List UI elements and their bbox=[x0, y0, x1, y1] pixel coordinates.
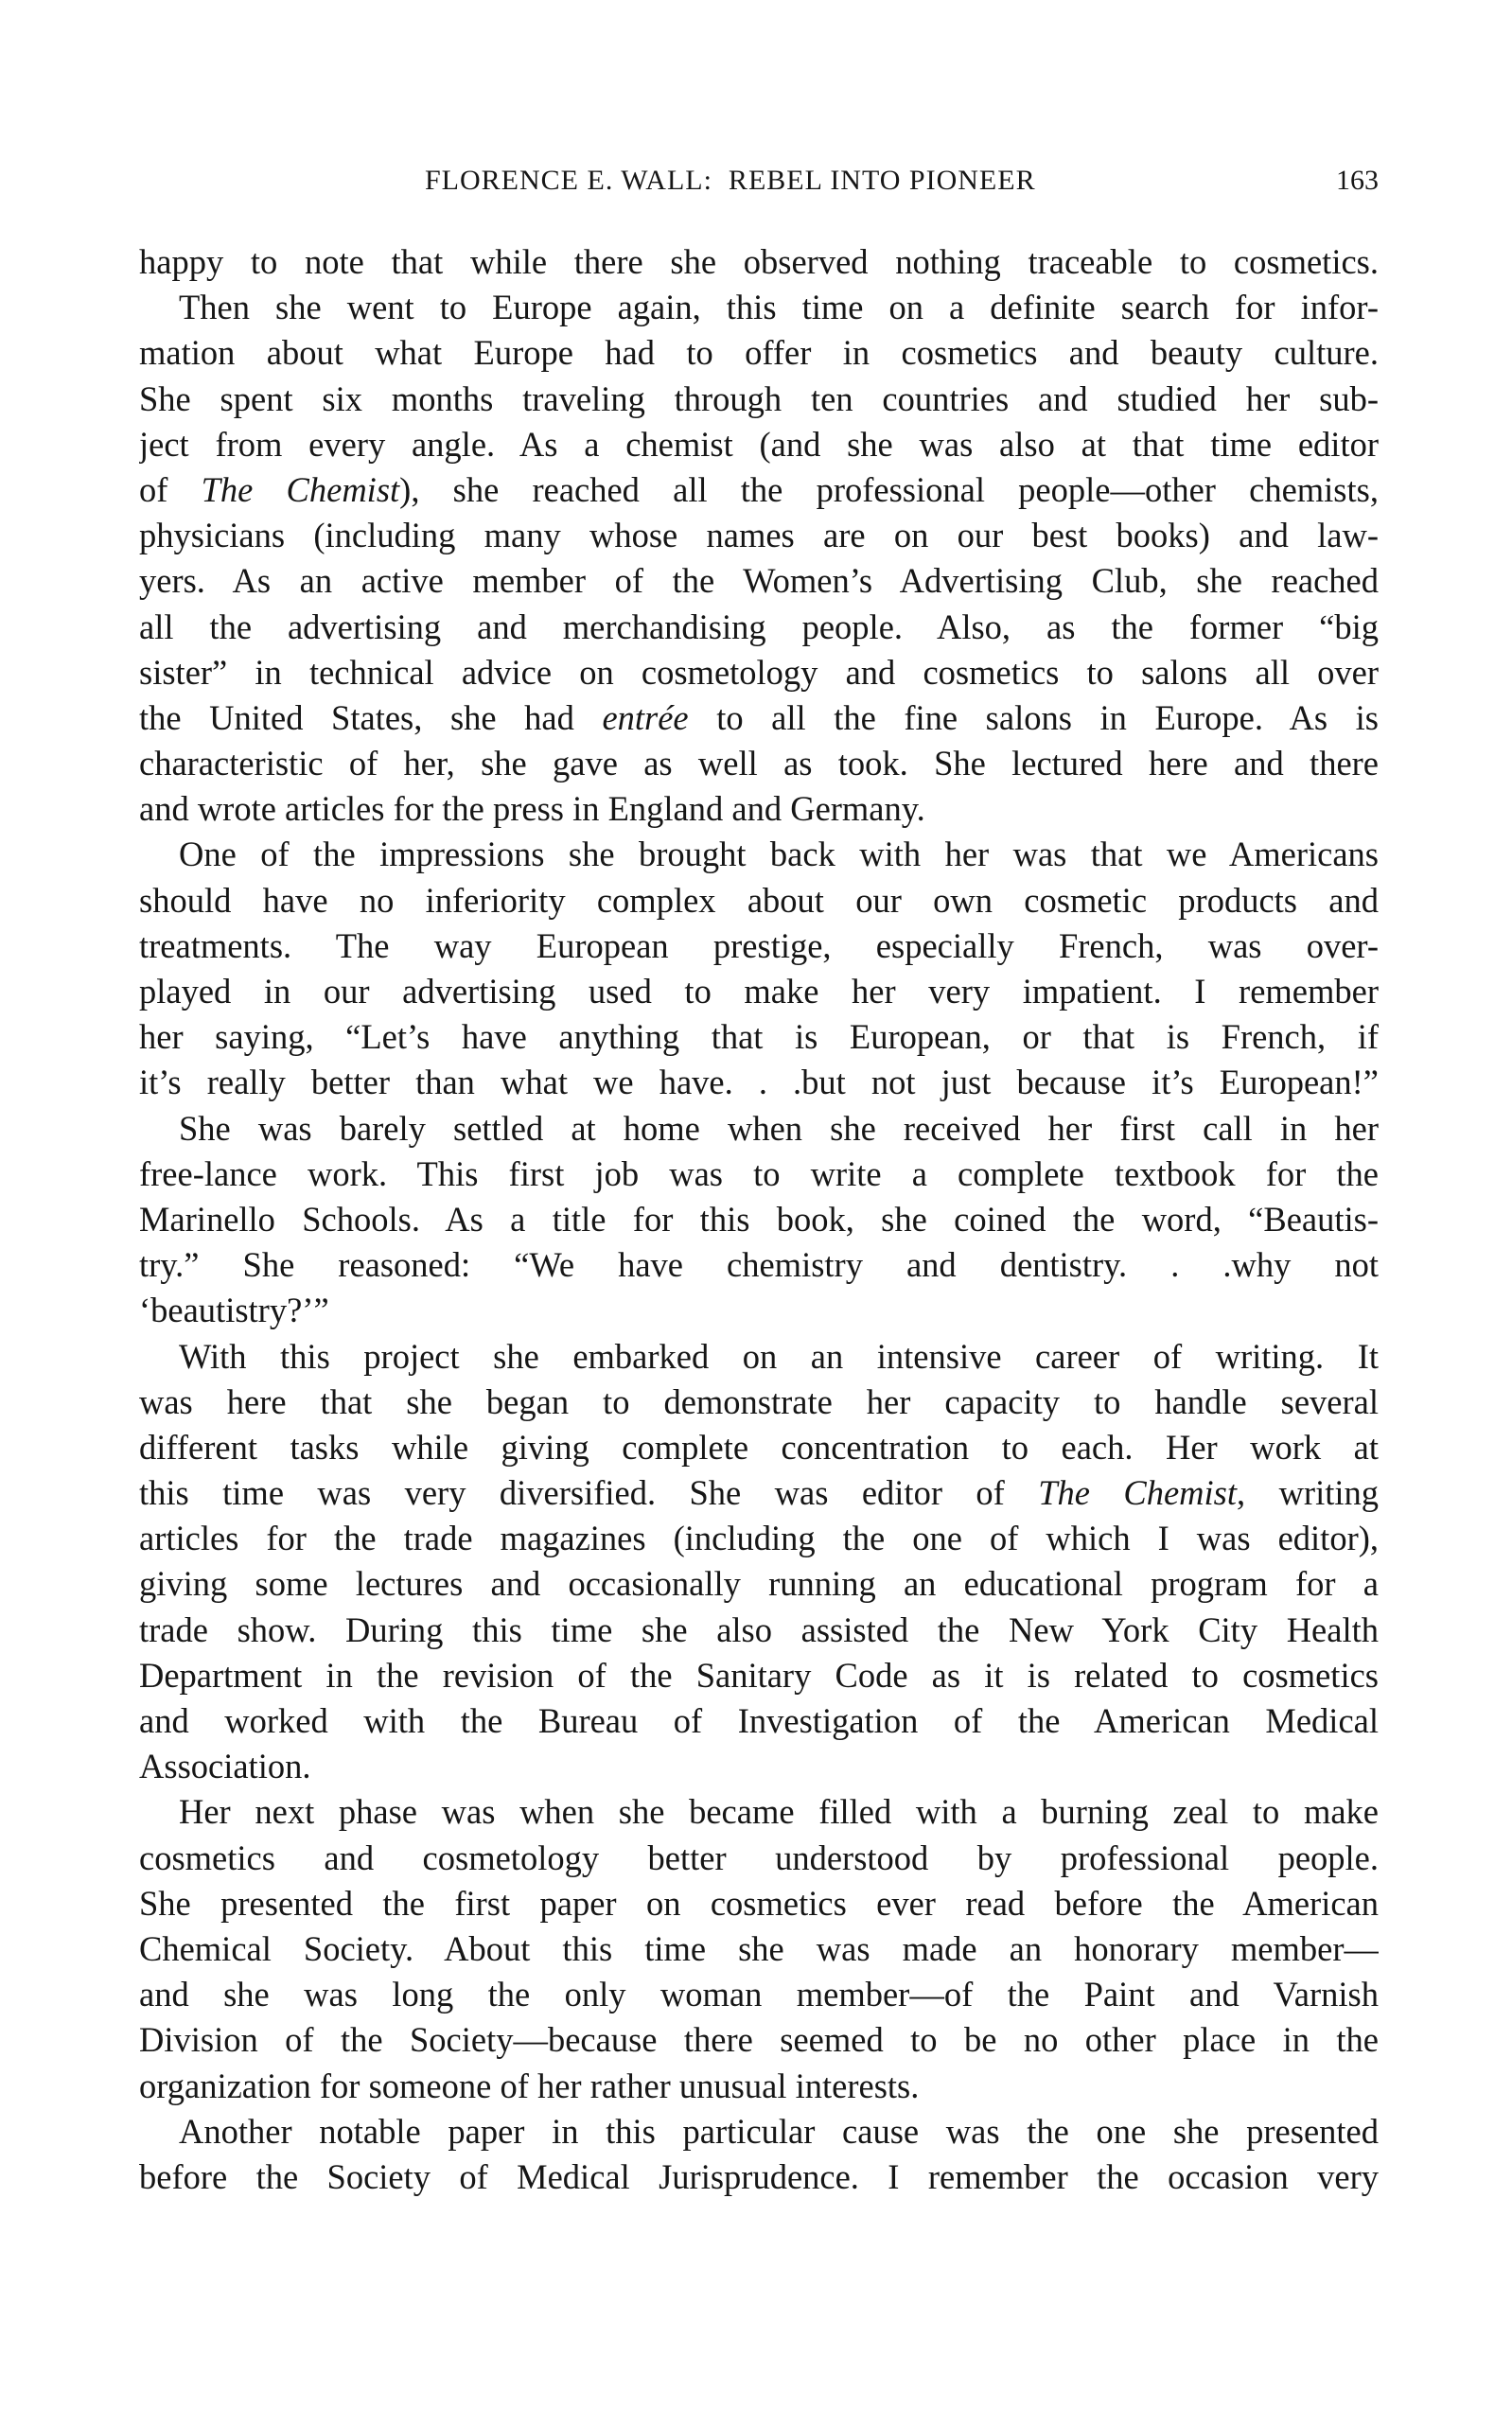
text-line bbox=[139, 285, 1379, 330]
paragraph bbox=[139, 285, 1379, 832]
text-segment: before the Society of Medical Jurisprudence. I remember the occasion very bbox=[139, 2156, 1379, 2196]
text-line bbox=[139, 239, 1379, 285]
text-segment: try.” She reasoned: “We have chemistry and dentistry. . .why not bbox=[139, 1245, 1379, 1285]
text-line bbox=[139, 786, 1379, 832]
text-segment: ject from every angle. As a chemist (and she was also at that time editor bbox=[139, 424, 1379, 464]
text-segment: physicians (including many whose names are on our best books) and law- bbox=[139, 516, 1379, 555]
text-line bbox=[139, 1288, 1379, 1333]
text-line bbox=[139, 650, 1379, 695]
paragraph bbox=[139, 1106, 1379, 1334]
text-segment: Division of the Society—because there seemed to be no other place in the bbox=[139, 2020, 1379, 2060]
text-line bbox=[139, 741, 1379, 786]
text-segment: sister” in technical advice on cosmetology and cosmetics to salons all over bbox=[139, 652, 1379, 692]
body-text bbox=[139, 239, 1379, 2200]
text-segment: ), she reached all the professional people—other chemists, bbox=[399, 469, 1379, 509]
text-line bbox=[139, 878, 1379, 923]
text-line bbox=[139, 1653, 1379, 1698]
text-line bbox=[139, 1561, 1379, 1607]
text-segment: different tasks while giving complete concentration to each. Her work at bbox=[139, 1427, 1379, 1467]
text-segment: all the advertising and merchandising people. Also, as the former “big bbox=[139, 607, 1379, 646]
text-line bbox=[139, 1380, 1379, 1425]
text-line bbox=[139, 1106, 1379, 1152]
paragraph bbox=[139, 2109, 1379, 2200]
italic-word: entrée bbox=[602, 697, 689, 737]
text-segment: mation about what Europe had to offer in cosmetics and beauty culture. bbox=[139, 333, 1379, 373]
text-line bbox=[139, 832, 1379, 877]
text-line bbox=[139, 923, 1379, 969]
text-segment: this time was very diversified. She was editor of bbox=[139, 1473, 1039, 1513]
text-line bbox=[139, 1516, 1379, 1561]
text-line bbox=[139, 695, 1379, 741]
text-segment: Department in the revision of the Sanitary Code as it is related to cosmetics bbox=[139, 1655, 1379, 1695]
text-line bbox=[139, 1014, 1379, 1060]
paragraph bbox=[139, 1334, 1379, 1790]
text-line bbox=[139, 1197, 1379, 1242]
text-segment: ‘beautistry?’” bbox=[139, 1291, 329, 1330]
text-segment: and wrote articles for the press in England and Germany. bbox=[139, 789, 925, 829]
text-segment: , writing bbox=[1237, 1473, 1379, 1513]
text-line bbox=[139, 605, 1379, 650]
text-line bbox=[139, 330, 1379, 376]
text-line bbox=[139, 1926, 1379, 1972]
text-segment: treatments. The way European prestige, especially French, was over- bbox=[139, 925, 1379, 965]
text-line bbox=[139, 2064, 1379, 2109]
text-line bbox=[139, 2109, 1379, 2154]
text-segment: She spent six months traveling through ten countries and studied her sub- bbox=[139, 378, 1379, 418]
text-line bbox=[139, 1060, 1379, 1105]
text-line bbox=[139, 558, 1379, 604]
italic-title: The Chemist bbox=[201, 469, 400, 509]
text-segment: Her next phase was when she became filled with a burning zeal to make bbox=[179, 1792, 1379, 1832]
text-line bbox=[139, 1334, 1379, 1380]
text-segment: the United States, she had bbox=[139, 697, 603, 737]
text-segment: One of the impressions she brought back with her was that we Americans bbox=[179, 835, 1379, 874]
italic-title: The Chemist bbox=[1038, 1473, 1238, 1513]
text-segment: was here that she began to demonstrate her capacity to handle several bbox=[139, 1381, 1379, 1421]
text-line bbox=[139, 1242, 1379, 1288]
text-segment: Another notable paper in this particular cause was the one she presented bbox=[179, 2111, 1379, 2151]
text-segment: Association. bbox=[139, 1747, 311, 1786]
text-line bbox=[139, 1152, 1379, 1197]
text-segment: organization for someone of her rather unusual interests. bbox=[139, 2066, 920, 2105]
text-line bbox=[139, 1881, 1379, 1926]
text-line bbox=[139, 1836, 1379, 1881]
text-segment: it’s really better than what we have. . .but not just because it’s European!” bbox=[139, 1063, 1379, 1102]
text-segment: free-lance work. This first job was to write a complete textbook for the bbox=[139, 1153, 1379, 1193]
text-line bbox=[139, 513, 1379, 558]
text-segment: She was barely settled at home when she received her first call in her bbox=[179, 1108, 1379, 1148]
text-segment: of bbox=[139, 469, 202, 509]
text-line bbox=[139, 1698, 1379, 1744]
text-segment: her saying, “Let’s have anything that is European, or that is French, if bbox=[139, 1017, 1379, 1057]
paragraph bbox=[139, 1789, 1379, 2108]
text-line bbox=[139, 422, 1379, 467]
running-head: FLORENCE E. WALL: REBEL INTO PIONEER bbox=[425, 165, 1036, 196]
text-segment: She presented the first paper on cosmetics ever read before the American bbox=[139, 1883, 1379, 1923]
text-line bbox=[139, 2154, 1379, 2200]
text-line bbox=[139, 1789, 1379, 1835]
text-segment: should have no inferiority complex about our own cosmetic products and bbox=[139, 880, 1379, 920]
text-segment: Chemical Society. About this time she was made an honorary member— bbox=[139, 1928, 1379, 1968]
text-line bbox=[139, 1744, 1379, 1789]
text-segment: and she was long the only woman member—of the Paint and Varnish bbox=[139, 1975, 1379, 2014]
paragraph bbox=[139, 832, 1379, 1105]
text-segment: and worked with the Bureau of Investigation of the American Medical bbox=[139, 1701, 1379, 1740]
text-line bbox=[139, 1425, 1379, 1470]
text-segment: trade show. During this time she also assisted the New York City Health bbox=[139, 1609, 1379, 1649]
text-segment: giving some lectures and occasionally running an educational program for a bbox=[139, 1564, 1379, 1604]
text-line bbox=[139, 969, 1379, 1014]
text-segment: cosmetics and cosmetology better understood by professional people. bbox=[139, 1838, 1379, 1877]
text-segment: happy to note that while there she observed nothing traceable to cosmetics. bbox=[139, 242, 1379, 281]
text-segment: yers. As an active member of the Women’s Advertising Club, she reached bbox=[139, 561, 1379, 601]
paragraph bbox=[139, 239, 1379, 285]
page-number: 163 bbox=[1336, 165, 1379, 196]
text-line bbox=[139, 377, 1379, 422]
text-segment: to all the fine salons in Europe. As is bbox=[688, 697, 1379, 737]
text-segment: played in our advertising used to make her very impatient. I remember bbox=[139, 972, 1379, 1011]
text-segment: With this project she embarked on an intensive career of writing. It bbox=[179, 1336, 1379, 1376]
text-segment: Marinello Schools. As a title for this book, she coined the word, “Beautis- bbox=[139, 1199, 1379, 1239]
text-line bbox=[139, 467, 1379, 513]
text-line bbox=[139, 2017, 1379, 2063]
text-line bbox=[139, 1972, 1379, 2017]
text-line bbox=[139, 1608, 1379, 1653]
text-line bbox=[139, 1470, 1379, 1516]
text-segment: characteristic of her, she gave as well as took. She lectured here and there bbox=[139, 744, 1379, 783]
text-segment: Then she went to Europe again, this time on a definite search for infor- bbox=[179, 288, 1379, 327]
text-segment: articles for the trade magazines (including the one of which I was editor), bbox=[139, 1519, 1379, 1558]
